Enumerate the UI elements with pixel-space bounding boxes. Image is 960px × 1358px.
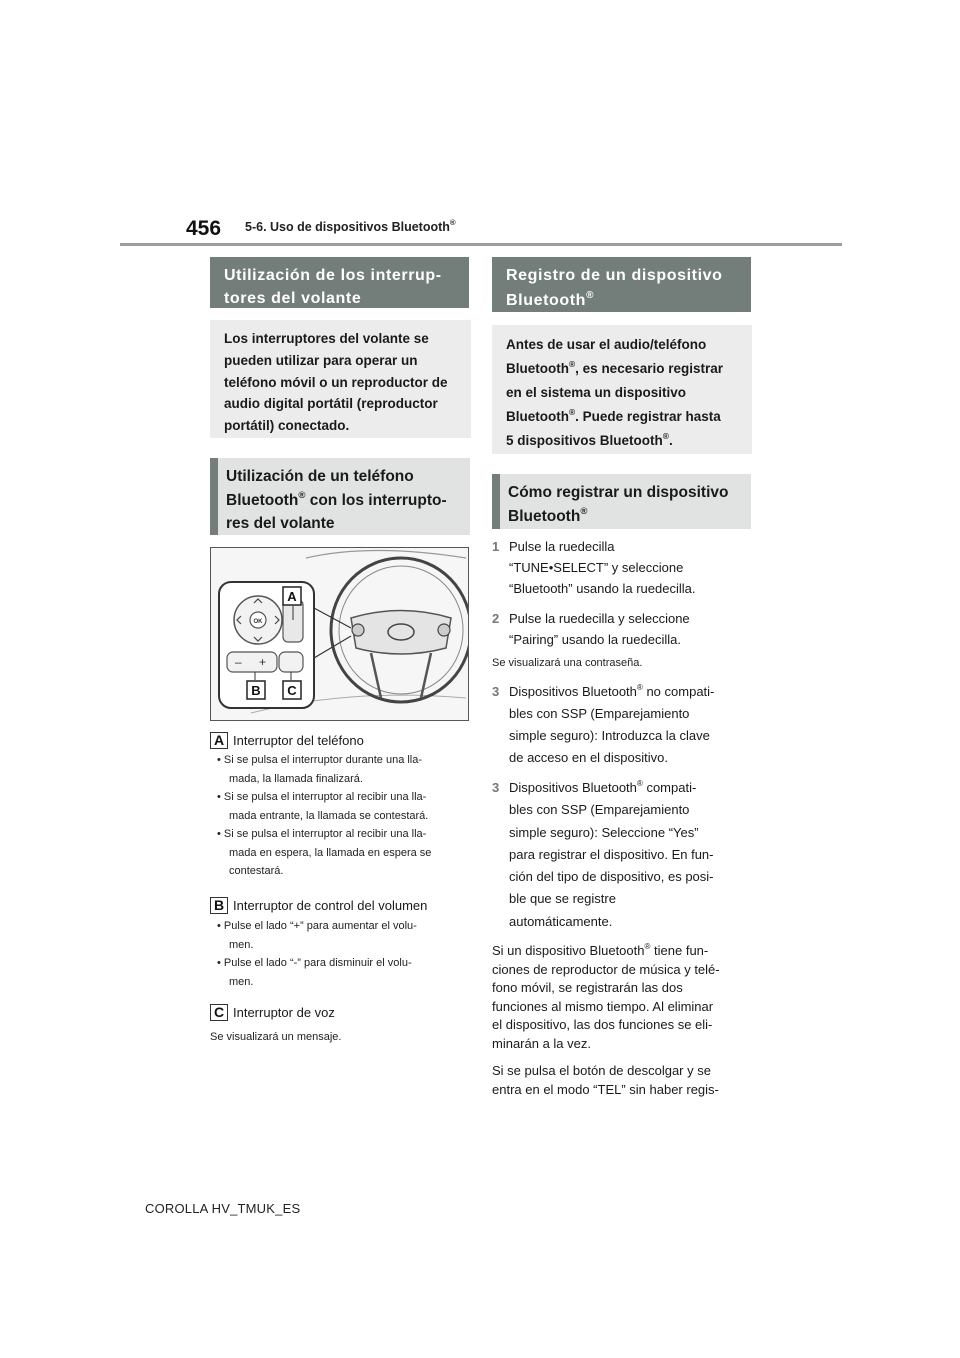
bullets-volume-switch	[214, 917, 472, 991]
note-password: Se visualizará una contraseña.	[492, 657, 643, 669]
steering-wheel-drawing	[211, 548, 469, 721]
step-2: 2 Pulse la ruedecilla y seleccione “Pairing” usando la ruedecilla.	[492, 611, 690, 647]
intro-box-switches: Los interruptores del volante se pueden utilizar para operar un teléfono móvil o un reproductor de audio digital portátil (reproductor portátil) conectado.	[210, 320, 471, 438]
bullets-phone-switch	[214, 751, 472, 881]
page-number: 456	[186, 217, 222, 240]
footer-model: COROLLA HV_TMUK_ES	[145, 1201, 301, 1216]
list-item: • Pulse el lado “+” para aumentar el volu- men.	[217, 920, 417, 951]
callout-text-a: Interruptor del teléfono	[233, 733, 364, 748]
note-voice-switch: Se visualizará un mensaje.	[210, 1031, 342, 1043]
callout-c	[210, 1004, 335, 1021]
subheading-how-to-register: Cómo registrar un dispositivo Bluetooth®	[492, 474, 751, 529]
step-3-ssp: 3 Dispositivos Bluetooth® compati- bles con SSP (Emparejamiento simple seguro): Seleccione “Yes” para registrar el dispositivo. En fun- ción del tipo de dispositivo, es posi- ble que se registre automáticamente.	[492, 779, 714, 929]
callout-letter-c: C	[210, 1004, 228, 1021]
steering-wheel-illustration	[210, 547, 469, 721]
intro-box-register: Antes de usar el audio/teléfono Bluetooth®, es necesario registrar en el sistema un dispositivo Bluetooth®. Puede registrar hasta 5 dispositivos Bluetooth®.	[492, 325, 752, 454]
ok-label: OK	[253, 619, 263, 625]
paragraph-tel-mode: Si se pulsa el botón de descolgar y se entra en el modo “TEL” sin haber regis-	[492, 1063, 719, 1097]
subheading-bluetooth-phone: Utilización de un teléfono Bluetooth® con los interrupto- res del volante	[210, 458, 470, 535]
figure-label-b: B	[251, 683, 261, 698]
list-item: • Si se pulsa el interruptor al recibir una lla- mada entrante, la llamada se contestará.	[217, 791, 429, 822]
step-3-non-ssp: 3 Dispositivos Bluetooth® no compati- bles con SSP (Emparejamiento simple seguro): Introduzca la clave de acceso en el dispositivo.	[492, 683, 715, 765]
callout-text-b: Interruptor de control del volumen	[233, 898, 428, 913]
figure-label-a: A	[287, 589, 297, 604]
svg-text:+: +	[259, 655, 267, 669]
header-rule	[120, 243, 842, 246]
step-1: 1 Pulse la ruedecilla “TUNE•SELECT” y seleccione “Bluetooth” usando la ruedecilla.	[492, 539, 696, 596]
heading-steering-switches: Utilización de los interrup- tores del volante	[210, 257, 469, 308]
list-item: • Si se pulsa el interruptor al recibir una lla- mada en espera, la llamada en espera se contestará.	[217, 828, 432, 877]
paragraph-dual-function: Si un dispositivo Bluetooth® tiene fun- ciones de reproductor de música y telé- fono móvil, se registrarán las dos funciones al mismo tiempo. Al eliminar el dispositivo, las dos funciones se eli- minarán a la vez.	[492, 942, 720, 1051]
callout-text-c: Interruptor de voz	[233, 1005, 335, 1020]
svg-text:–: –	[235, 655, 242, 669]
callout-a	[210, 732, 364, 749]
heading-register-device: Registro de un dispositivo Bluetooth®	[492, 257, 751, 312]
callout-letter-a: A	[210, 732, 228, 749]
list-item: • Si se pulsa el interruptor durante una lla- mada, la llamada finalizará.	[217, 754, 423, 785]
figure-label-c: C	[287, 683, 297, 698]
callout-letter-b: B	[210, 897, 228, 914]
callout-b	[210, 897, 427, 914]
list-item: • Pulse el lado “-” para disminuir el volu- men.	[217, 957, 412, 988]
section-title: 5-6. Uso de dispositivos Bluetooth®	[245, 218, 456, 234]
